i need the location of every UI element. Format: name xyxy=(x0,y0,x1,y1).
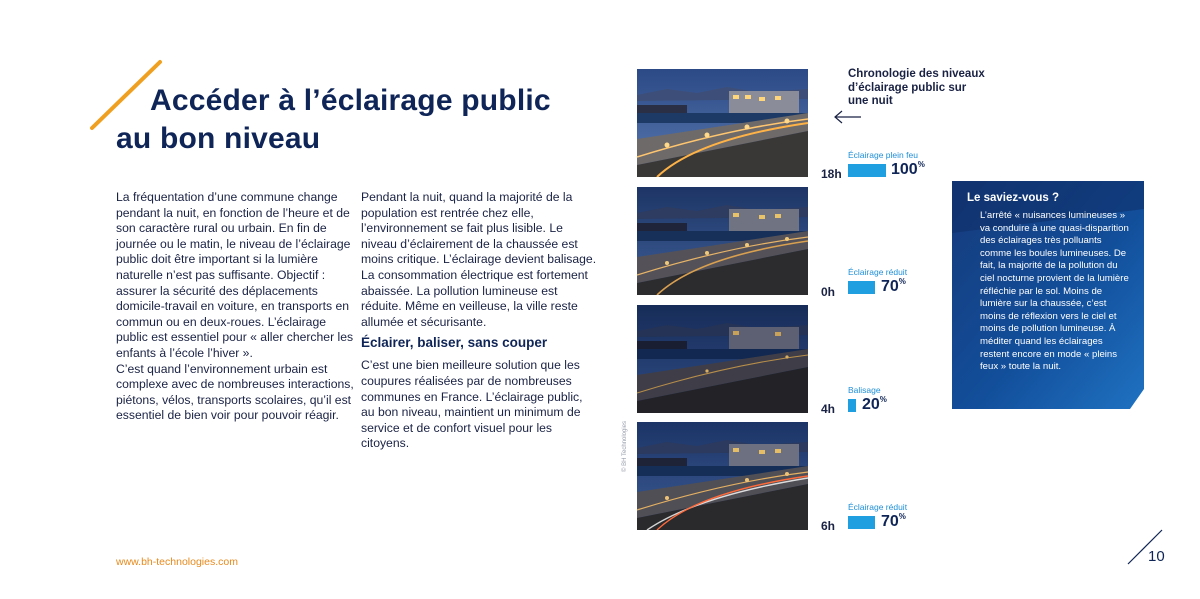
level-bar-4h xyxy=(848,399,856,412)
level-label-4h: Balisage xyxy=(848,385,881,395)
level-label-18h: Éclairage plein feu xyxy=(848,150,918,160)
footer-url-link[interactable]: www.bh-technologies.com xyxy=(116,556,238,568)
photo-4h xyxy=(637,305,808,413)
arrow-left-icon xyxy=(833,110,863,124)
level-percent-6h: 70% xyxy=(881,512,906,530)
photo-0h xyxy=(637,187,808,295)
title-line-2: au bon niveau xyxy=(116,122,321,155)
did-you-know-text: L’arrêté « nuisances lumineuses » va conduire à une quasi-disparition des éclairages très polluants comme les boules lumineuses. De fait, la majorité de la pollution du ciel nocturne provient de la lumière réfléchie par le sol. Moins de lumière sur la chaussée, c’est moins de réflexion vers le ciel et moins de pollution lumineuse. À méditer quand les éclairages restent encore en mode « pleins feux » toute la nuit. xyxy=(980,210,1129,373)
title-line-1: Accéder à l’éclairage public xyxy=(150,84,551,117)
page-number: 10 xyxy=(1148,548,1165,565)
timeline-caption: Chronologie des niveaux d’éclairage public sur une nuit xyxy=(848,68,985,107)
hour-4h: 4h xyxy=(821,402,836,416)
level-bar-18h xyxy=(848,164,886,177)
column2-subheading: Éclairer, baliser, sans couper xyxy=(361,335,548,351)
level-label-0h: Éclairage réduit xyxy=(848,267,908,277)
hour-0h: 0h xyxy=(821,285,836,299)
page-title xyxy=(116,82,551,158)
column2-paragraph-2: C’est une bien meilleure solution que les coupures réalisées par de nombreuses communes en France. L’éclairage public, au bon niveau, maintient un minimum de service et de confort visuel pour les citoyens. xyxy=(361,358,583,451)
did-you-know-box xyxy=(952,181,1144,409)
level-percent-18h: 100% xyxy=(891,160,925,178)
photo-6h xyxy=(637,422,808,530)
level-bar-0h xyxy=(848,281,875,294)
level-label-6h: Éclairage réduit xyxy=(848,502,908,512)
column1-paragraph-2: C’est quand l’environnement urbain est complexe avec de nombreuses interactions, piétons, vélos, transports scolaires, qu’il est essentiel de bien voir pour pouvoir réagir. xyxy=(116,361,354,423)
hour-6h: 6h xyxy=(821,519,836,533)
hour-18h: 18h xyxy=(821,167,842,181)
level-bar-6h xyxy=(848,516,875,529)
level-percent-4h: 20% xyxy=(862,395,887,413)
did-you-know-title: Le saviez-vous ? xyxy=(967,192,1060,204)
level-percent-0h: 70% xyxy=(881,277,906,295)
column1-paragraph-1: La fréquentation d’une commune change pendant la nuit, en fonction de l’heure et de son caractère rural ou urbain. En fin de journée ou le matin, le niveau de l’éclairage public doit être important si la lumière naturelle n’est pas suffisante. Objectif : assurer la sécurité des déplacements domicile-travail en voiture, en transports en commun ou en deux-roues. L’éclairage public est essentiel pour « aller chercher les enfants à l’école l’hiver ». xyxy=(116,190,354,360)
text-column-1 xyxy=(116,190,354,424)
column2-paragraph-1: Pendant la nuit, quand la majorité de la population est rentrée chez elle, l’environnement se fait plus lisible. Le niveau d’éclairement de la chaussée est moins critique. L’éclairage devient balisage. La consommation électrique est fortement abaissée. La pollution lumineuse est réduite. Même en veilleuse, la ville reste allumée et sécurisante. xyxy=(361,190,597,329)
photo-credit: © BH Technologies xyxy=(622,420,628,472)
text-column-2 xyxy=(361,190,597,452)
photo-18h xyxy=(637,69,808,177)
